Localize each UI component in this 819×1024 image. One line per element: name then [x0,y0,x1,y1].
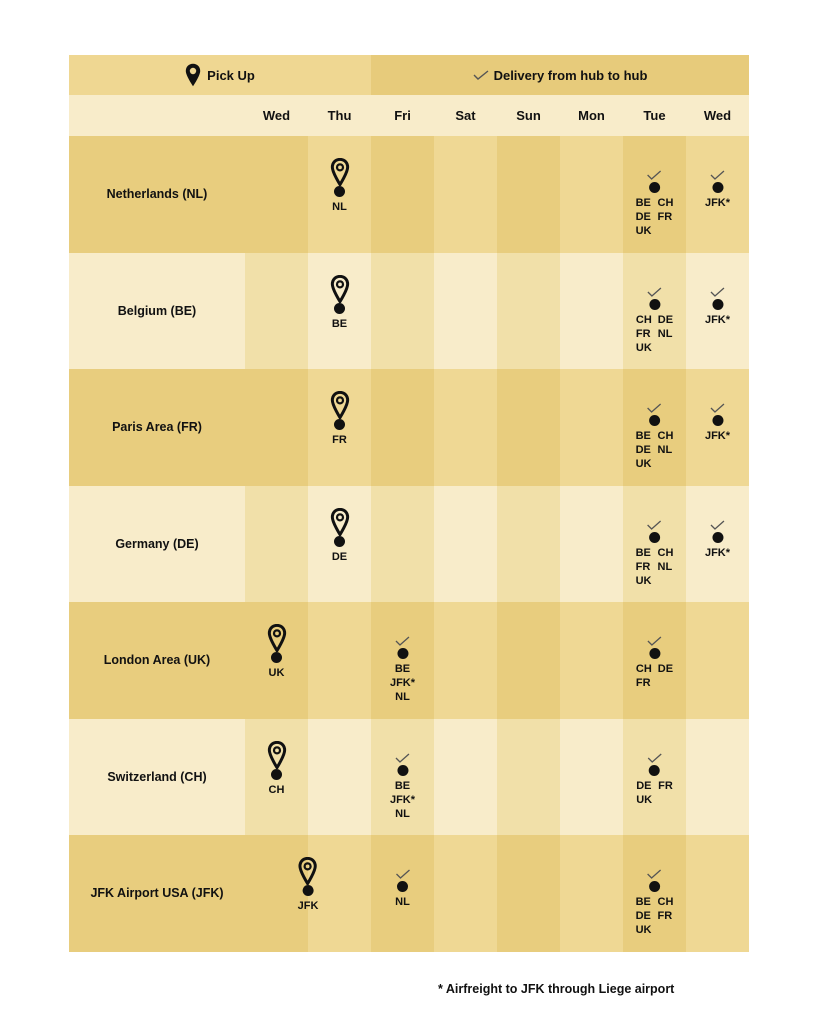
schedule-cell [560,136,623,253]
pickup-marker [330,508,350,564]
hub-codes [636,546,674,588]
origin-label: London Area (UK) [103,653,211,668]
hub-code: NL [395,896,410,908]
check-icon [710,403,726,413]
hub-codes [636,429,674,471]
delivery-marker [636,753,673,807]
stop-dot [712,415,723,426]
hub-code: BE [394,663,411,675]
hub-codes [332,200,347,214]
stop-dot [649,299,660,310]
delivery-marker [705,287,730,327]
pickup-marker [267,624,287,680]
schedule-cell [686,602,749,719]
delivery-marker [395,869,411,909]
day-header-5: Mon [578,108,605,123]
hub-codes [636,662,673,690]
hub-code: JFK* [389,677,416,689]
schedule-cell [560,486,623,603]
hub-code: UK [635,341,652,354]
schedule-cell [434,486,497,603]
check-icon [395,869,411,879]
day-header-4: Sun [516,108,541,123]
hub-codes [705,313,730,327]
pickup-header [69,55,371,95]
origin-label: Netherlands (NL) [106,187,208,202]
check-icon [473,70,489,80]
check-icon [647,520,663,530]
origin-label: Paris Area (FR) [112,420,202,435]
stop-dot [649,648,660,659]
stop-dot [712,182,723,193]
stop-dot [649,532,660,543]
delivery-marker [390,636,415,704]
hub-code: BE [331,317,348,330]
map-pin-icon [267,624,287,652]
map-pin-icon [330,158,350,186]
pickup-marker [267,741,287,797]
hub-code: NL [657,560,673,573]
hub-code: CH [268,783,285,796]
hub-code: FR [332,434,347,446]
pickup-marker [330,158,350,214]
hub-codes [705,429,730,443]
delivery-header-label: Delivery from hub to hub [493,67,648,83]
map-pin-icon [267,741,287,769]
schedule-cell [497,602,560,719]
origin-label: Belgium (BE) [117,303,197,318]
map-pin-icon [185,63,201,87]
pickup-marker [298,857,319,913]
check-icon [646,636,662,646]
stop-dot [334,419,345,430]
hub-code: NL [657,327,673,340]
schedule-cell [245,369,308,486]
stop-dot [397,881,408,892]
hub-codes [395,895,410,909]
origin-label: Germany (DE) [115,536,199,551]
hub-code: FR [658,779,673,792]
check-icon [710,520,726,530]
delivery-marker [636,287,673,355]
hub-codes [636,313,673,355]
delivery-marker [390,753,415,821]
check-icon [646,287,662,297]
day-header-7: Wed [703,108,732,123]
hub-code: DE [635,910,651,922]
stop-dot [271,652,282,663]
hub-code: FR [635,327,651,340]
schedule-cell [434,136,497,253]
schedule-cell [245,253,308,370]
hub-codes [332,433,347,447]
stop-dot [271,769,282,780]
day-header-6: Tue [643,108,666,123]
schedule-cell [434,835,497,952]
hub-code: UK [635,574,652,587]
map-pin-icon [330,275,350,303]
hub-codes [636,196,674,238]
schedule-cell [497,486,560,603]
hub-codes [390,779,415,821]
stop-dot [649,182,660,193]
schedule-cell [434,253,497,370]
origin-label: JFK Airport USA (JFK) [90,886,224,901]
stop-dot [712,299,723,310]
map-pin-icon [330,508,350,536]
hub-code: NL [395,691,410,703]
stop-dot [334,186,345,197]
hub-code: CH [657,896,674,908]
hub-code: CH [635,313,652,326]
hub-code: BE [635,197,651,209]
schedule-cell [497,253,560,370]
hub-code: DE [657,663,674,675]
delivery-marker [705,520,730,560]
schedule-cell [560,602,623,719]
day-header-1: Thu [327,108,352,123]
hub-code: JFK [297,900,319,912]
stop-dot [712,532,723,543]
check-icon [647,170,663,180]
schedule-cell [371,486,434,603]
schedule-cell [434,369,497,486]
footnote: * Airfreight to JFK through Liege airport [438,982,675,996]
stop-dot [649,765,660,776]
hub-codes [332,550,347,564]
hub-codes [390,662,415,704]
stop-dot [334,303,345,314]
schedule-cell [560,369,623,486]
day-header-2: Fri [394,108,411,123]
hub-code: DE [635,444,651,456]
stop-dot [397,765,408,776]
hub-codes [636,895,674,937]
delivery-marker [636,403,674,471]
origin-label: Switzerland (CH) [107,769,207,784]
schedule-cell [686,835,749,952]
hub-code: NL [657,444,673,456]
delivery-marker [705,170,730,210]
hub-code: JFK* [389,793,416,806]
schedule-cell [434,602,497,719]
pickup-marker [330,391,350,447]
check-icon [395,753,411,763]
schedule-cell [686,719,749,836]
hub-code: JFK* [704,313,731,326]
schedule-cell [245,486,308,603]
hub-code: JFK* [704,430,731,442]
schedule-cell [245,136,308,253]
stop-dot [649,415,660,426]
hub-code: CH [657,430,674,442]
hub-code: BE [635,896,651,908]
hub-codes [298,899,319,913]
schedule-cell [308,602,371,719]
map-pin-icon [330,391,350,419]
delivery-marker [636,869,674,937]
hub-code: NL [332,201,347,213]
hub-codes [269,783,285,797]
schedule-cell [497,369,560,486]
hub-code: UK [635,225,652,237]
schedule-cell [434,719,497,836]
hub-code: DE [636,779,652,792]
check-icon [710,287,726,297]
delivery-marker [636,520,674,588]
check-icon [647,403,663,413]
stop-dot [649,881,660,892]
check-icon [647,753,663,763]
hub-code: JFK* [704,546,731,559]
schedule-cell [371,136,434,253]
schedule-cell [497,835,560,952]
hub-code: UK [635,458,652,470]
day-header-3: Sat [455,108,476,123]
stop-dot [334,536,345,547]
schedule-cell [308,719,371,836]
schedule-grid [69,55,749,965]
hub-code: BE [635,546,651,559]
hub-codes [705,196,730,210]
pickup-marker [330,275,350,331]
schedule-cell [560,835,623,952]
check-icon [647,869,663,879]
schedule-cell [497,136,560,253]
schedule-cell [371,253,434,370]
hub-code: BE [394,779,411,792]
hub-code: CH [657,546,674,559]
stop-dot [303,885,314,896]
schedule-cell [560,253,623,370]
hub-codes [636,779,673,807]
hub-code: FR [657,211,673,223]
hub-code: CH [657,197,674,209]
hub-code: BE [635,430,651,442]
hub-codes [705,546,730,560]
hub-codes [332,317,347,331]
check-icon [710,170,726,180]
hub-code: UK [635,924,652,936]
hub-code: FR [635,677,651,689]
hub-code: UK [636,793,653,806]
pickup-header-label: Pick Up [207,67,255,83]
hub-code: DE [657,313,674,326]
delivery-marker [636,170,674,238]
map-pin-icon [298,857,318,885]
hub-code: UK [268,667,285,679]
hub-code: CH [635,663,652,675]
hub-code: FR [635,560,651,573]
day-header-0: Wed [262,108,291,123]
stop-dot [397,648,408,659]
schedule-cell [497,719,560,836]
check-icon [395,636,411,646]
schedule-cell [371,369,434,486]
delivery-marker [636,636,673,690]
hub-code: DE [331,550,348,563]
hub-code: NL [395,807,410,820]
delivery-header [371,55,749,95]
schedule-cell [560,719,623,836]
hub-codes [269,666,285,680]
hub-code: FR [657,910,673,922]
hub-code: JFK* [704,197,731,209]
hub-code: DE [635,211,651,223]
delivery-marker [705,403,730,443]
